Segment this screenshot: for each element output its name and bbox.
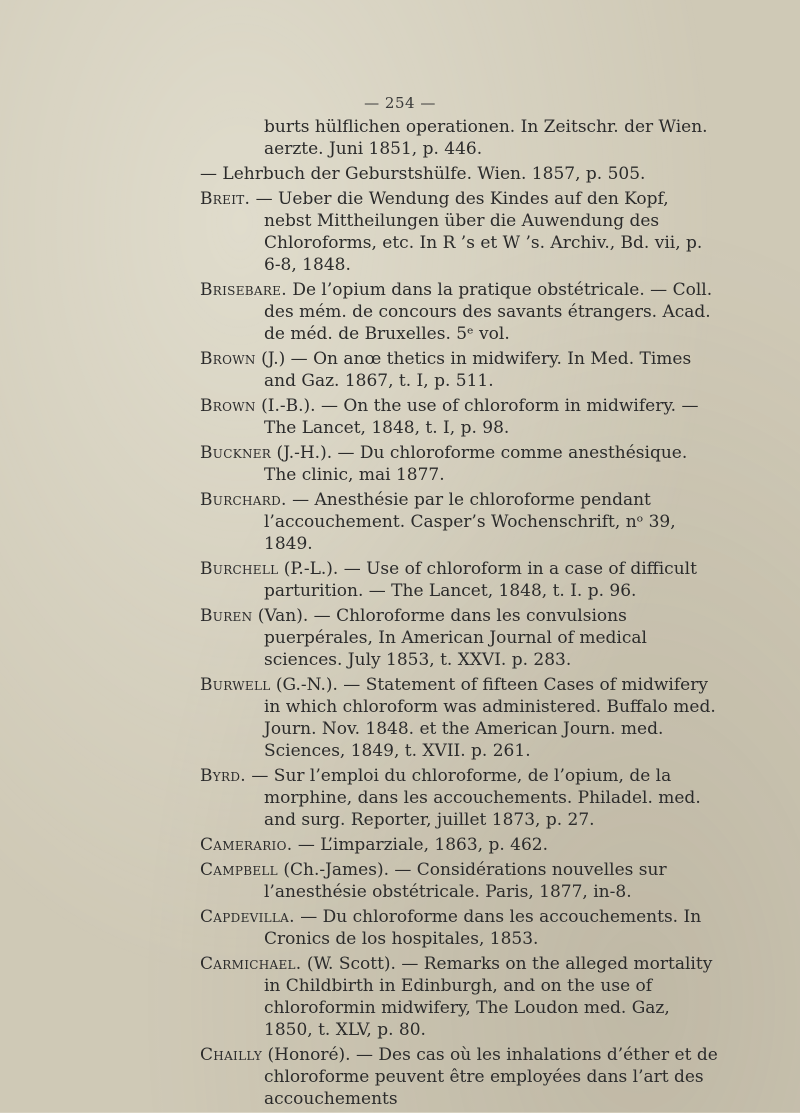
bibliography-entry — [200, 558, 720, 605]
bibliography-entry — [200, 348, 720, 395]
bibliography-entry — [200, 859, 720, 906]
entry-author: Byrd. — [200, 766, 246, 786]
entry-author: Buren — [200, 606, 253, 626]
entry-text: (J.-H.). — Du chloroforme comme anesthésique. The clinic, mai 1877. — [264, 443, 688, 485]
entry-text: (J.) — On anœ thetics in midwifery. In Med. Times and Gaz. 1867, t. I, p. 511. — [255, 349, 692, 391]
bibliography-list — [200, 116, 720, 1113]
bibliography-entry — [200, 1044, 720, 1113]
entry-text: De l’opium dans la pratique obstétricale. — Coll. des mém. de concours des savants étrangers. Acad. de méd. de Bruxelles. 5ᵉ vol. — [264, 280, 713, 344]
entry-author: Buckner — [200, 443, 272, 463]
entry-author: Brown — [200, 349, 256, 369]
bibliography-entry — [200, 442, 720, 489]
entry-author: Chailly — [200, 1045, 263, 1065]
bibliography-entry — [200, 765, 720, 834]
entry-author: Burwell — [200, 675, 271, 695]
entry-text: (Honoré). — Des cas où les inhalations d’éther et de chloroforme peuvent être employées dans l’art des accouchements — [262, 1045, 718, 1109]
bibliography-entry — [200, 834, 720, 859]
bibliography-entry — [200, 605, 720, 674]
entry-author: Brisebare. — [200, 280, 287, 300]
entry-author: Carmichael. — [200, 954, 302, 974]
entry-author: Burchell — [200, 559, 279, 579]
entry-author: Brown — [200, 396, 256, 416]
entry-author: Camerario. — [200, 835, 293, 855]
page-number: — 254 — — [364, 94, 436, 112]
entry-text: burts hülflichen operationen. In Zeitschr. der Wien. aerzte. Juni 1851, p. 446. — [264, 117, 708, 159]
bibliography-entry — [200, 395, 720, 442]
bibliography-entry — [200, 188, 720, 279]
entry-text: — Ueber die Wendung des Kindes auf den Kopf, nebst Mittheilungen über die Auwendung des Chloroforms, etc. In R ’s et W ’s. Archiv., Bd. vii, p. 6-8, 1848. — [250, 189, 703, 275]
bibliography-entry — [200, 906, 720, 953]
bibliography-entry — [200, 163, 720, 188]
entry-text: (W. Scott). — Remarks on the alleged mortality in Childbirth in Edinburgh, and on the use of chloroformin midwifery, The Loudon med. Gaz, 1850, t. XLV, p. 80. — [264, 954, 713, 1040]
bibliography-entry — [200, 489, 720, 558]
entry-author: Breit. — [200, 189, 251, 209]
entry-text: (Van). — Chloroforme dans les convulsions puerpérales, In American Journal of medical sciences. July 1853, t. XXVI. p. 283. — [252, 606, 647, 670]
entry-text: — Lehrbuch der Geburstshülfe. Wien. 1857, p. 505. — [200, 164, 646, 184]
entry-author: Burchard. — [200, 490, 287, 510]
bibliography-entry — [200, 116, 720, 163]
entry-author: Campbell — [200, 860, 278, 880]
entry-author: Capdevilla. — [200, 907, 295, 927]
entry-text: — Du chloroforme dans les accouchements. In Cronics de los hospitales, 1853. — [264, 907, 702, 949]
bibliography-entry — [200, 953, 720, 1044]
entry-text: (G.-N.). — Statement of fifteen Cases of midwifery in which chloroform was administered. Buffalo med. Journ. Nov. 1848. et the American Journ. med. Sciences, 1849, t. XVII. p. 261. — [264, 675, 716, 761]
entry-text: — Anesthésie par le chloroforme pendant l’accouchement. Casper’s Wochenschrift, nᵒ 39, 1849. — [264, 490, 676, 554]
entry-text: (P.-L.). — Use of chloroform in a case of difficult parturition. — The Lancet, 1848, t. I. p. 96. — [264, 559, 697, 601]
entry-text: (Ch.-James). — Considérations nouvelles sur l’anesthésie obstétricale. Paris, 1877, in-8. — [264, 860, 667, 902]
entry-text: — Sur l’emploi du chloroforme, de l’opium, de la morphine, dans les accouchements. Philadel. med. and surg. Reporter, juillet 1873, p. 27. — [245, 766, 701, 830]
bibliography-entry — [200, 674, 720, 765]
entry-text: — L’imparziale, 1863, p. 462. — [292, 835, 549, 855]
bibliography-entry — [200, 279, 720, 348]
entry-text: (I.-B.). — On the use of chloroform in midwifery. — The Lancet, 1848, t. I, p. 98. — [255, 396, 699, 438]
